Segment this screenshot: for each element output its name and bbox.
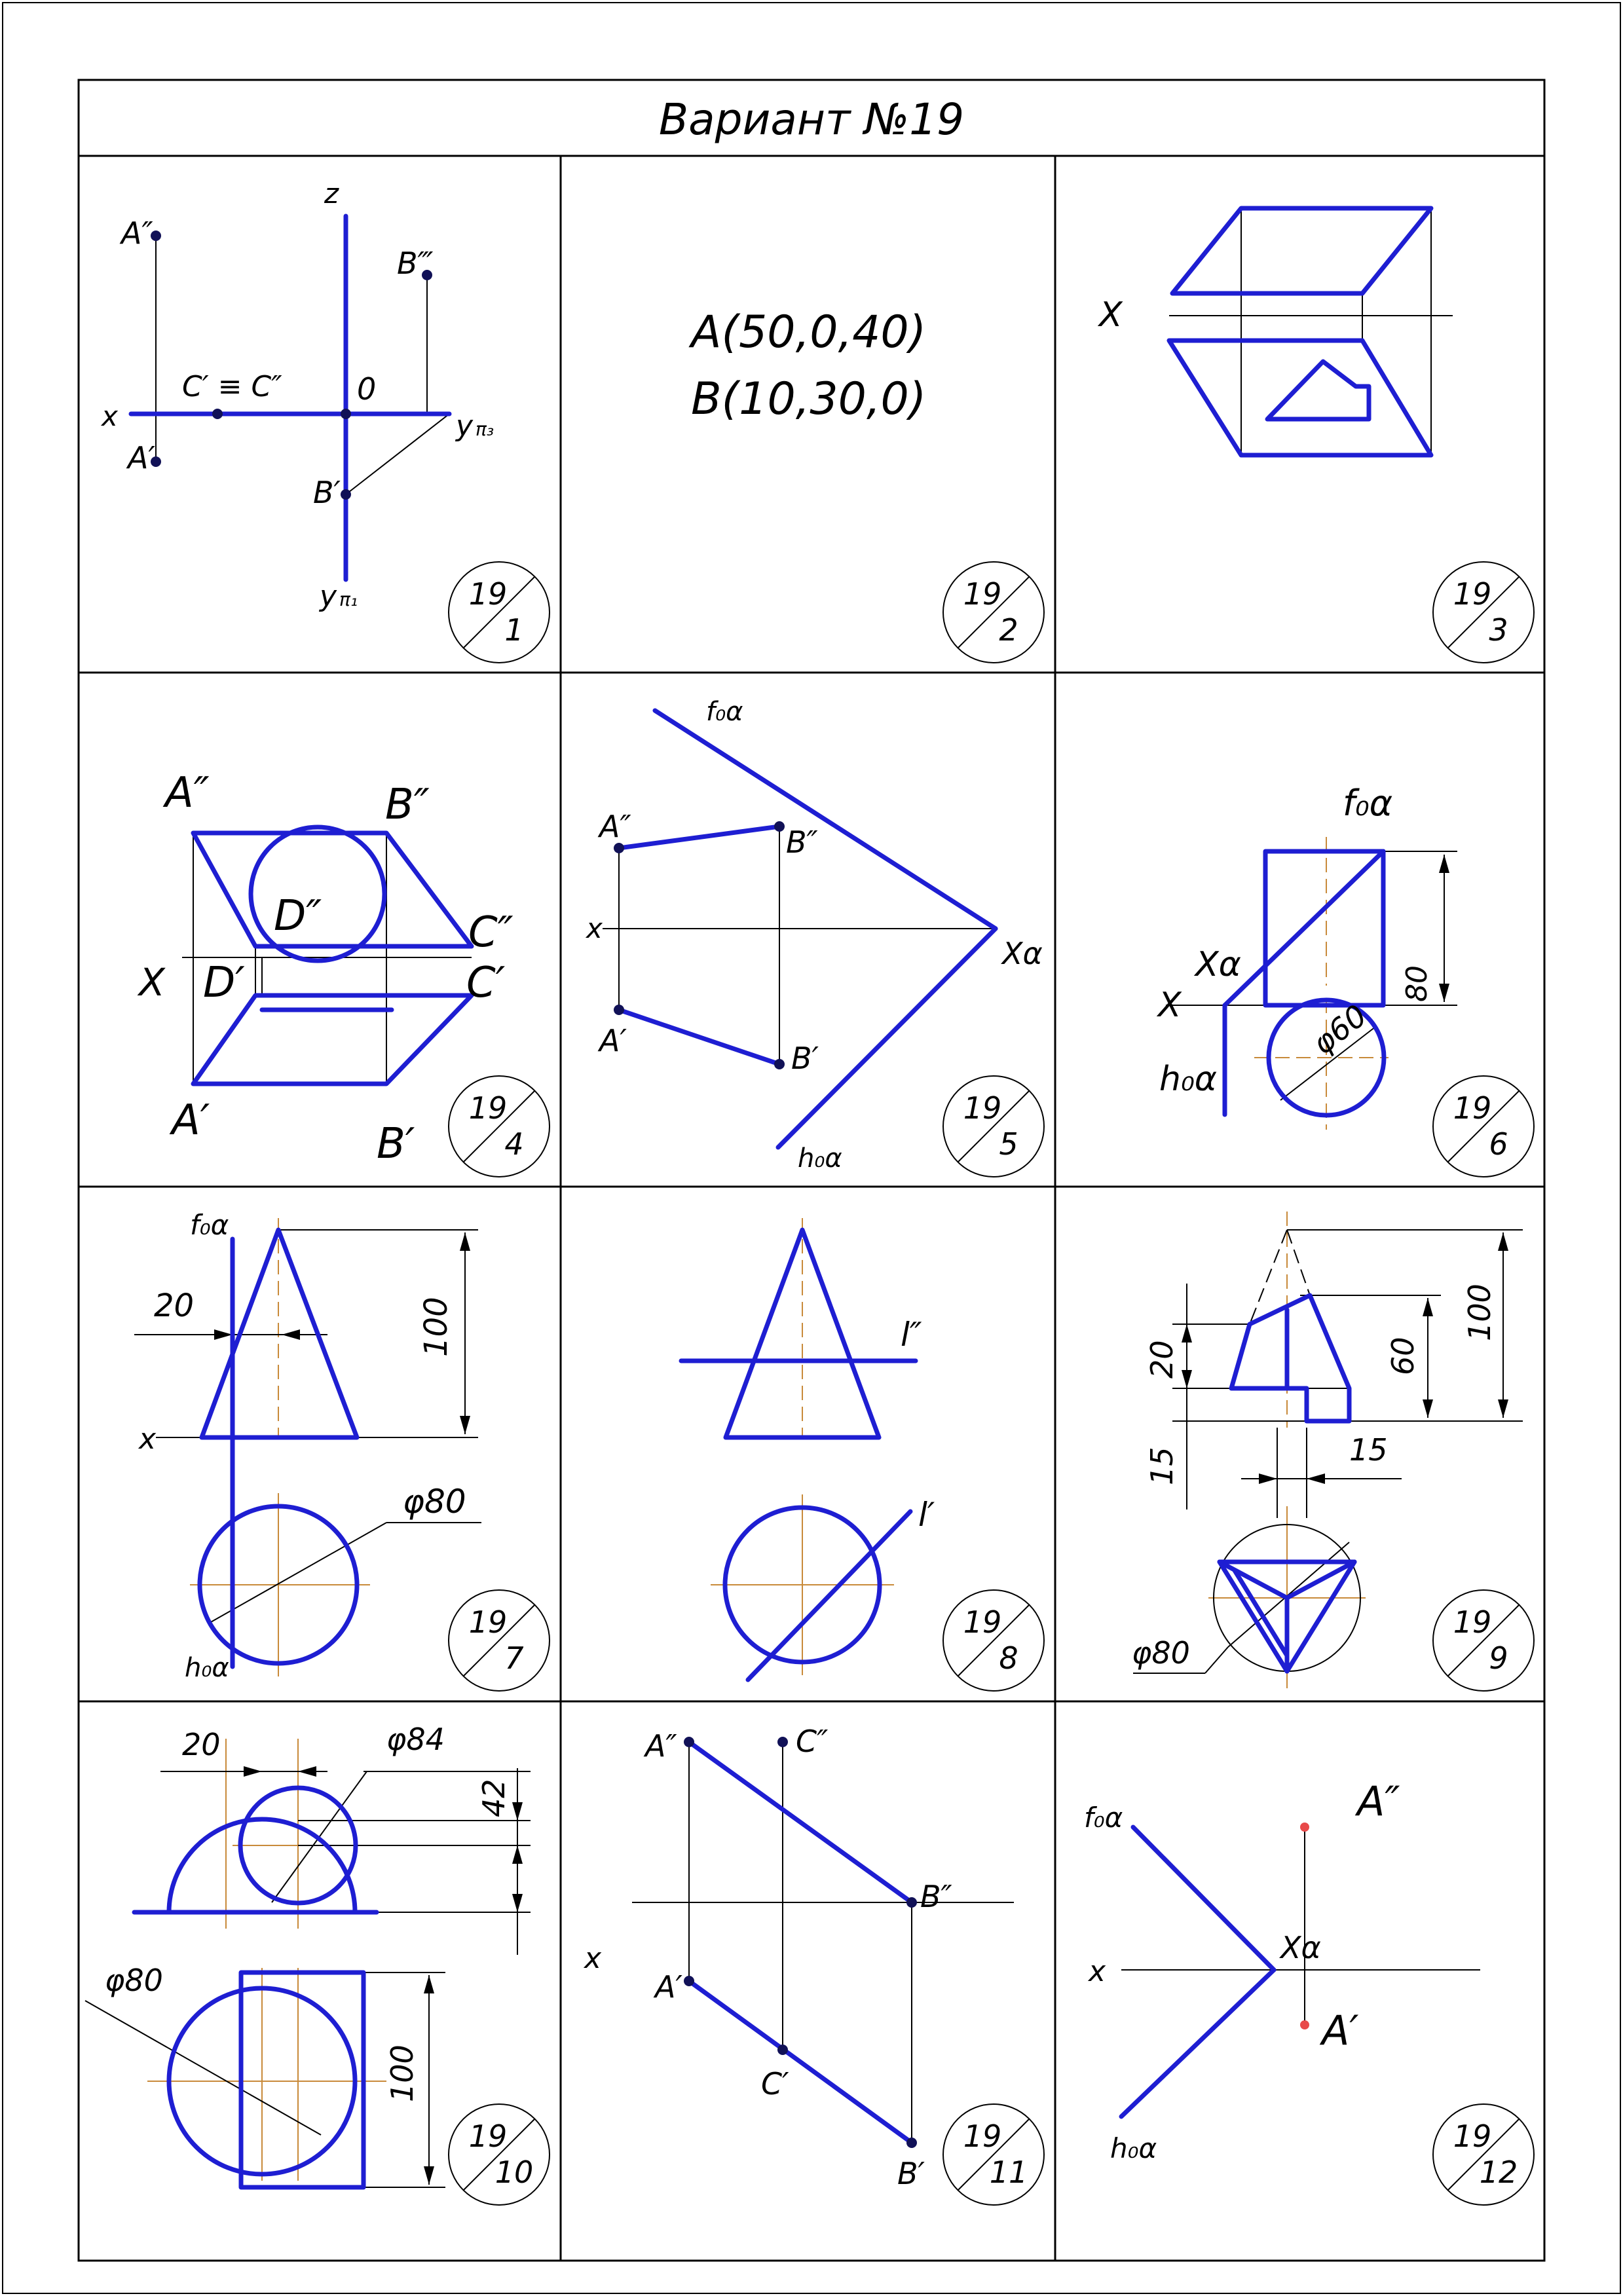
trace-f0a <box>655 711 996 929</box>
label-x: x <box>584 1942 602 1975</box>
label-c: C′ ≡ C″ <box>182 370 282 403</box>
task-cell-12 <box>1084 1777 1534 2205</box>
point-a1 <box>614 1005 624 1015</box>
trace-h0a <box>1121 1970 1274 2117</box>
label-a1: A′ <box>599 1023 627 1058</box>
task-cell-10 <box>85 1722 550 2205</box>
dim-20: 20 <box>154 1287 195 1324</box>
task-cell-3 <box>1097 208 1534 663</box>
task-cell-5 <box>585 697 1044 1177</box>
task-number-badge <box>449 1076 550 1177</box>
point-a1 <box>1300 2020 1309 2029</box>
label-h0a: h₀α <box>1159 1060 1218 1099</box>
label-c1: C′ <box>466 959 506 1007</box>
svg-text:8: 8 <box>999 1640 1018 1676</box>
label-a1: A′ <box>128 440 155 475</box>
label-b1: B′ <box>897 2156 925 2191</box>
label-x: x <box>102 400 118 432</box>
cell-grid <box>79 156 1544 2261</box>
dim-42: 42 <box>476 1779 512 1817</box>
label-d2: D″ <box>274 892 322 940</box>
point-b1 <box>906 2138 917 2148</box>
svg-text:11: 11 <box>989 2155 1028 2190</box>
label-c1: C′ <box>761 2066 789 2102</box>
cutout-polygon <box>1267 361 1369 419</box>
svg-text:3: 3 <box>1489 612 1508 648</box>
task-number-badge <box>1433 562 1534 663</box>
task-cell-9 <box>1132 1212 1534 1691</box>
label-f0a: f₀α <box>1084 1802 1123 1834</box>
task-number-badge <box>449 562 550 663</box>
label-xa: Xα <box>1280 1930 1321 1965</box>
label-a1: A′ <box>172 1096 210 1145</box>
svg-text:7: 7 <box>504 1640 524 1676</box>
svg-text:19: 19 <box>1453 1090 1492 1126</box>
dim-diameter-80: φ80 <box>1132 1635 1190 1671</box>
svg-text:19: 19 <box>1453 576 1492 612</box>
label-a1: A′ <box>655 1969 682 2005</box>
point-b-coords: B(10,30,0) <box>691 373 927 425</box>
dim-60: 60 <box>1385 1337 1421 1375</box>
dim-100: 100 <box>418 1297 455 1357</box>
label-z: z <box>324 177 339 210</box>
label-f0a: f₀α <box>1343 783 1393 824</box>
label-h0a: h₀α <box>1110 2132 1157 2164</box>
dim-diameter-80: φ80 <box>403 1483 466 1521</box>
task-number-badge <box>449 2104 550 2205</box>
task-cell-4 <box>137 769 550 1177</box>
label-b1: B′ <box>791 1041 819 1076</box>
cylinder-frontal-view <box>1265 851 1383 1005</box>
task-number-badge <box>943 562 1044 663</box>
svg-text:12: 12 <box>1479 2155 1518 2190</box>
line-l1 <box>748 1511 910 1680</box>
svg-text:19: 19 <box>468 576 508 612</box>
dim-100: 100 <box>384 2045 420 2102</box>
task-cell-8 <box>681 1218 1044 1691</box>
svg-text:19: 19 <box>468 1604 508 1640</box>
svg-text:19: 19 <box>1453 1604 1492 1640</box>
label-b2: B″ <box>385 781 430 829</box>
svg-text:19: 19 <box>1453 2119 1492 2154</box>
task-number-badge <box>1433 1076 1534 1177</box>
task-number-badge <box>943 1076 1044 1177</box>
point-a2 <box>614 843 624 853</box>
sheet-title: Вариант №19 <box>658 94 965 145</box>
label-x: x <box>139 1422 157 1456</box>
dim-height-80: 80 <box>1400 965 1434 1002</box>
truncated-pyramid-frontal-view <box>1231 1295 1349 1421</box>
label-f0a: f₀α <box>190 1209 229 1241</box>
segment-ab-frontal <box>689 1742 912 1902</box>
label-c2: C″ <box>796 1724 829 1759</box>
label-b3: B‴ <box>397 246 434 281</box>
dim-15-vertical: 15 <box>1144 1447 1180 1485</box>
task-number-badge <box>943 2104 1044 2205</box>
label-b1: B′ <box>377 1120 415 1168</box>
svg-text:6: 6 <box>1489 1126 1508 1162</box>
task-cell-7 <box>134 1209 550 1691</box>
task-cell-6 <box>1156 783 1534 1177</box>
label-d1: D′ <box>203 959 245 1007</box>
label-b1: B′ <box>313 475 341 510</box>
rectangle-horizontal-view <box>241 1972 364 2187</box>
point-b1 <box>341 489 351 500</box>
trace-f0a <box>1225 851 1383 1005</box>
point-a2 <box>684 1737 694 1747</box>
label-a2: A″ <box>1357 1777 1400 1825</box>
label-h0a: h₀α <box>798 1143 842 1174</box>
point-b2 <box>774 821 785 832</box>
task-number-badge <box>1433 2104 1534 2205</box>
point-c2 <box>777 1737 788 1747</box>
dim-15-horizontal: 15 <box>1349 1432 1388 1468</box>
label-x: X <box>139 960 165 1005</box>
label-y3: yπ₃ <box>456 409 494 443</box>
label-h0a: h₀α <box>185 1653 229 1683</box>
label-a2: A″ <box>599 809 631 844</box>
dim-20: 20 <box>182 1727 221 1762</box>
task-cell-11 <box>583 1724 1044 2205</box>
label-a2: A″ <box>121 215 153 251</box>
front-view-parallelogram <box>1169 341 1431 455</box>
svg-text:19: 19 <box>963 1604 1002 1640</box>
svg-text:9: 9 <box>1489 1640 1508 1676</box>
task-number-badge <box>1433 1590 1534 1691</box>
task-number-badge <box>449 1590 550 1691</box>
point-b1 <box>774 1059 785 1069</box>
svg-text:4: 4 <box>504 1126 524 1162</box>
label-b2: B″ <box>920 1879 952 1914</box>
label-x: x <box>586 912 603 944</box>
svg-text:19: 19 <box>468 1090 508 1126</box>
svg-text:5: 5 <box>999 1126 1018 1162</box>
point-o <box>341 409 351 419</box>
task-number-badge <box>943 1590 1044 1691</box>
point-c <box>212 409 223 419</box>
svg-text:19: 19 <box>963 1090 1002 1126</box>
svg-text:19: 19 <box>963 576 1002 612</box>
label-a2: A″ <box>165 769 210 817</box>
point-a1 <box>684 1976 694 1986</box>
task-cell-1 <box>100 177 550 663</box>
dim-diameter-60: φ60 <box>1305 997 1373 1062</box>
point-a-coords: A(50,0,40) <box>691 306 927 358</box>
point-a2 <box>1300 1823 1309 1832</box>
svg-text:1: 1 <box>504 612 524 648</box>
label-b2: B″ <box>786 824 818 860</box>
point-c1 <box>777 2045 788 2055</box>
label-c2: C″ <box>468 908 513 957</box>
task-cell-2 <box>688 306 1044 663</box>
label-l1: l′ <box>918 1496 935 1534</box>
label-x: x <box>1089 1955 1106 1988</box>
label-f0a: f₀α <box>706 697 743 727</box>
point-b2 <box>906 1897 917 1908</box>
dim-100: 100 <box>1462 1284 1497 1341</box>
svg-text:10: 10 <box>494 2155 534 2190</box>
trace-f0a <box>1133 1827 1274 1970</box>
label-a1: A′ <box>1322 2007 1359 2054</box>
svg-text:19: 19 <box>963 2119 1002 2154</box>
label-x: X <box>1099 295 1123 335</box>
label-xa: Xα <box>1195 945 1241 984</box>
svg-text:19: 19 <box>468 2119 508 2154</box>
label-l2: l″ <box>901 1316 922 1354</box>
top-view-parallelogram <box>1172 208 1431 293</box>
label-a2: A″ <box>645 1728 677 1764</box>
dim-diameter-80: φ80 <box>105 1963 163 1998</box>
dim-diameter-84: φ84 <box>386 1722 445 1757</box>
segment-ab-horizontal <box>689 1981 912 2143</box>
label-x: X <box>1158 986 1182 1025</box>
dim-20: 20 <box>1144 1340 1180 1379</box>
half-circle-frontal <box>169 1819 355 1912</box>
svg-text:2: 2 <box>999 612 1018 648</box>
label-xa: Xα <box>1002 936 1043 971</box>
label-y1: yπ₁ <box>320 580 358 613</box>
triangle-frontal-view <box>193 833 472 946</box>
label-o: 0 <box>357 371 377 407</box>
